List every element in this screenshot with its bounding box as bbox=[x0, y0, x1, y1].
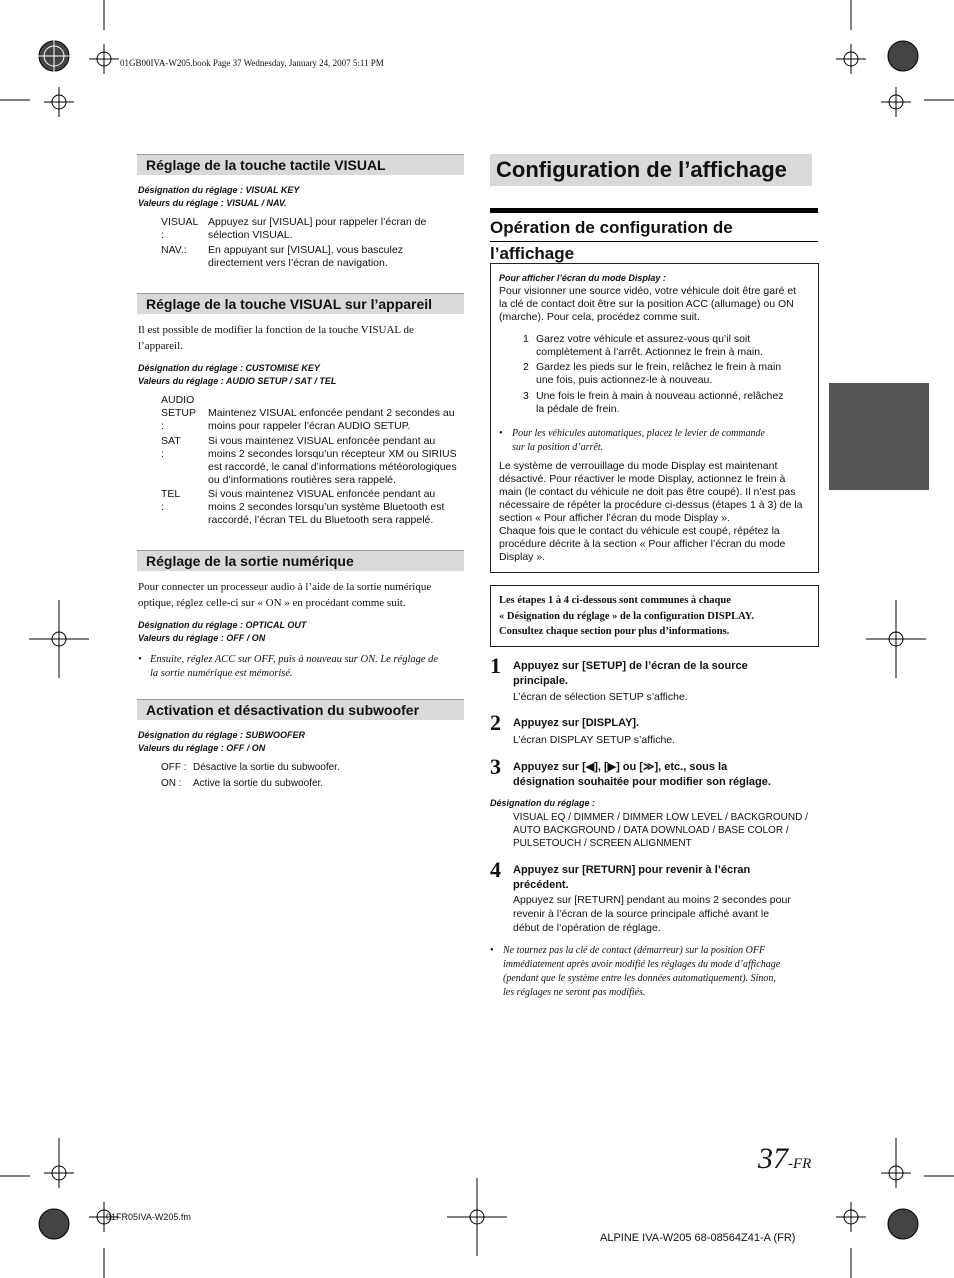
list-item-text: Désactive la sortie du subwoofer. bbox=[193, 762, 340, 773]
display-mode-box: Pour afficher l’écran du mode Display : Pour visionner une source vidéo, votre véhicule doit être garé et la clé de contact doit être sur la position ACC (allumage) ou ON (marche). Pour cela, procédez comme suit. 1 Garez votre véhicule et assurez-vous qu’il soit complètement à l’arrêt. Actionnez le frein à main. 2 Gardez les pieds sur le frein, relâchez le frein à main une fois, puis actionnez-le à nouveau. 3 Une fois le frein à main à nouveau actionné, relâchez la pédale de frein. • Pour les véhicules automatiques, placez le levier de commande sur la position d’arrêt. Le système de verrouillage du mode Display est maintenant désactivé. Pour réactiver le mode Display, actionnez le frein à main (le contact du véhicule ne doit pas être coupé). Il n’est pas nécessaire de répéter la procédure ci-dessus (étapes 1 à 3) de la section « Pour afficher l’écran du mode Display ». Chaque fois que le contact du véhicule est coupé, répétez la procédure décrite à la section « Pour afficher l’écran du mode Display ». bbox=[490, 263, 819, 573]
step-number: 4 bbox=[490, 857, 501, 882]
designation-list: VISUAL EQ / DIMMER / DIMMER LOW LEVEL / BACKGROUND / AUTO BACKGROUND / DATA DOWNLOAD / BASE COLOR / PULSETOUCH / SCREEN ALIGNMENT bbox=[513, 812, 808, 849]
values: Valeurs du réglage : OFF / ON bbox=[138, 743, 266, 753]
step-number: 3 bbox=[490, 754, 501, 779]
bullet: • bbox=[499, 428, 503, 439]
note: Ensuite, réglez ACC sur OFF, puis à nouveau sur ON. Le réglage de la sortie numérique est mémorisé. bbox=[150, 654, 439, 679]
box-intro: Pour visionner une source vidéo, votre véhicule doit être garé et la clé de contact doit être sur la position ACC (allumage) ou ON (marche). Pour cela, procédez comme suit. bbox=[499, 285, 797, 323]
fm-filename: 01FR05IVA-W205.fm bbox=[106, 1212, 191, 1222]
audio-label: AUDIO bbox=[161, 394, 195, 406]
step-2: Appuyez sur [DISPLAY]. bbox=[513, 717, 640, 729]
page-number: 37-FR bbox=[758, 1142, 812, 1175]
step-number: 1 bbox=[490, 653, 501, 678]
designation-label: Désignation du réglage : bbox=[490, 798, 596, 808]
list-item-text: Active la sortie du subwoofer. bbox=[193, 778, 324, 789]
box-heading: Pour afficher l’écran du mode Display : bbox=[499, 273, 666, 283]
section-visual-unit-key: Réglage de la touche VISUAL sur l’appareil bbox=[137, 293, 464, 314]
box-note: Pour les véhicules automatiques, placez le levier de commande sur la position d’arrêt. bbox=[512, 428, 765, 453]
section-subwoofer: Activation et désactivation du subwoofer bbox=[137, 699, 464, 720]
designation: Désignation du réglage : SUBWOOFER bbox=[138, 730, 306, 740]
values: Valeurs du réglage : OFF / ON bbox=[138, 633, 266, 643]
designation: Désignation du réglage : VISUAL KEY bbox=[138, 185, 300, 195]
section-subtitle: Opération de configuration de l’affichage bbox=[490, 208, 818, 242]
values: Valeurs du réglage : VISUAL / NAV. bbox=[138, 198, 287, 208]
page-title: Configuration de l’affichage bbox=[490, 154, 812, 186]
designation: Désignation du réglage : OPTICAL OUT bbox=[138, 620, 307, 630]
step-2-result: L’écran DISPLAY SETUP s’affiche. bbox=[513, 734, 676, 746]
footer-model: ALPINE IVA-W205 68-08564Z41-A (FR) bbox=[600, 1232, 796, 1244]
list-item: OFF : bbox=[161, 762, 187, 773]
final-note: Ne tournez pas la clé de contact (démarreur) sur la position OFF immédiatement après avoir modifié les réglages du mode d’affichage (pendant que le système entre les données automatiquement). Sinon, les réglages ne seront pas modifiés. bbox=[503, 945, 781, 998]
common-steps-text: Les étapes 1 à 4 ci-dessous sont communes à chaque « Désignation du réglage » de la configuration DISPLAY. Consultez chaque section pour plus d’informations. bbox=[499, 595, 755, 637]
step-1-result: L’écran de sélection SETUP s’affiche. bbox=[513, 691, 688, 703]
section-digital-output: Réglage de la sortie numérique bbox=[137, 550, 464, 571]
common-steps-box bbox=[490, 585, 819, 647]
bullet: • bbox=[138, 654, 142, 665]
intro-text: Pour connecter un processeur audio à l’aide de la sortie numérique optique, réglez celle-ci sur « ON » en procédant comme suit. bbox=[138, 581, 432, 609]
print-header: 01GB00IVA-W205.book Page 37 Wednesday, January 24, 2007 5:11 PM bbox=[120, 58, 384, 68]
step-1: Appuyez sur [SETUP] de l’écran de la source principale. bbox=[513, 660, 748, 687]
step-4: Appuyez sur [RETURN] pour revenir à l’écran précédent. bbox=[513, 864, 751, 891]
bullet: • bbox=[490, 945, 494, 956]
box-paragraph: Le système de verrouillage du mode Display est maintenant désactivé. Pour réactiver le mode Display, actionnez le frein à main (le contact du véhicule ne doit pas être coupé). Il n’est pas nécessaire de répéter la procédure ci-dessus (étapes 1 à 3) de la section « Pour afficher l’écran du mode Display ». Chaque fois que le contact du véhicule est coupé, répétez la procédure décrite à la section « Pour afficher l’écran du mode Display ». bbox=[499, 460, 803, 563]
list-item: ON : bbox=[161, 778, 182, 789]
designation: Désignation du réglage : CUSTOMISE KEY bbox=[138, 363, 320, 373]
intro-text: Il est possible de modifier la fonction de la touche VISUAL de l’appareil. bbox=[138, 324, 414, 352]
values: Valeurs du réglage : AUDIO SETUP / SAT / TEL bbox=[138, 376, 337, 386]
step-number: 2 bbox=[490, 710, 501, 735]
section-visual-touch-key: Réglage de la touche tactile VISUAL bbox=[137, 154, 464, 175]
step-3: Appuyez sur [◀], [▶] ou [≫], etc., sous la désignation souhaitée pour modifier son réglage. bbox=[513, 761, 771, 788]
step-4-result: Appuyez sur [RETURN] pendant au moins 2 secondes pour revenir à l’écran de la source principale affiché avant le début de l’opération de réglage. bbox=[513, 894, 791, 934]
side-tab bbox=[829, 383, 929, 490]
